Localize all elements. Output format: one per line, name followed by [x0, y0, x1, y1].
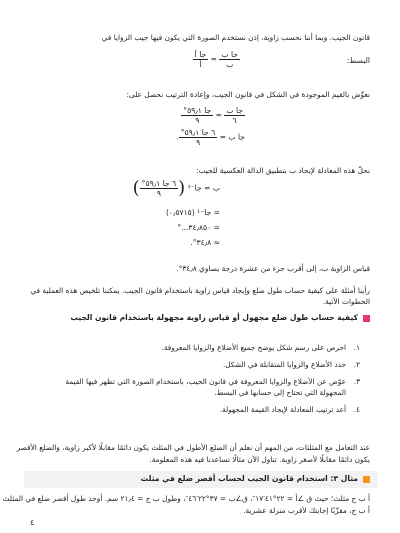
- eq3-tail: .: [176, 132, 179, 142]
- step-number: ٣.: [353, 377, 360, 386]
- eq4-fraction: [140, 179, 178, 198]
- step-number: ٤.: [353, 405, 360, 414]
- eq2-rhs-den: ٩: [195, 116, 200, 125]
- equation-6: = ٣٤٫٨٥٠...°: [177, 223, 220, 232]
- eq1-rhs-num: جا أ: [194, 50, 207, 59]
- eq2-lhs-fraction: [224, 106, 245, 125]
- eq2-equals: =: [213, 110, 222, 120]
- step-number: ١.: [353, 343, 360, 352]
- note-line-1: عند التعامل مع المثلثات، من المهم أن نعلم أن الضلع الأطول في المثلث يكون دائمًا مقابلًا لأكبر زاوية، والضلع الأقصر: [16, 443, 370, 452]
- substitute-line: نعوِّض بالقيم الموجودة في الشكل في قانون الجيب، وإعادة الترتيب نحصل على:: [126, 90, 370, 99]
- equation-3: [176, 128, 245, 147]
- eq1-lhs-den: ب: [226, 60, 234, 69]
- intro-line: قانون الجيب. وبما أننا نحسب زاوية، إذن نستخدم الصورة التي يكون فيها جيب الزوايا في: [101, 33, 370, 42]
- eq4-close-paren: ): [132, 177, 140, 199]
- step-text: حدد الأضلاع والزوايا المتقابلة في الشكل.: [222, 360, 346, 369]
- solve-line: نحلّ هذه المعادلة لإيجاد ب بتطبيق الدالة العكسية للجيب:: [196, 166, 370, 175]
- eq1-lhs-fraction: [219, 50, 240, 69]
- eq2-lhs-den: ٦: [232, 116, 237, 125]
- eq2-rhs-fraction: [181, 106, 213, 125]
- measure-line: قياس الزاوية ب، إلى أقرب جزء من عشرة درجة يساوي ٣٤٫٨°.: [176, 264, 370, 273]
- eq1-lhs-num: جا ب: [221, 50, 238, 59]
- eq2-lhs-num: جا ب: [226, 106, 243, 115]
- example-line-1: أ ب ج مثلث؛ حيث ق ∠أ = ٢٢°٤١′١٧″، ق∠ب = ٣٧°٢٢′٤٦″، وطول ب ج = ٢١٫٤ سم. أوجد طول أقصر ضلع في المثلث: [2, 494, 370, 503]
- heading-pink-marker: [363, 315, 370, 322]
- summary-line-2: الخطوات الآتية.: [322, 297, 370, 306]
- eq4-lhs: ب =: [204, 183, 220, 193]
- page-number: ٤: [30, 518, 35, 527]
- eq3-rhs-den: ٩: [195, 138, 201, 147]
- step-text: احرص على رسم شكل يوضح جميع الأضلاع والزوايا المعروفة.: [161, 343, 346, 352]
- equation-4: [133, 179, 220, 198]
- example-heading: مثال ٣: استخدام قانون الجيب لحساب أقصر ضلع في مثلث: [140, 474, 358, 483]
- step-item: [30, 359, 360, 370]
- eq1-equals: =: [208, 54, 217, 64]
- eq4-function: جا⁻¹: [187, 183, 202, 193]
- eq4-den: ٩: [156, 189, 161, 198]
- step-text: أعد ترتيب المعادلة لإيجاد القيمة المجهولة.: [219, 405, 346, 414]
- example-line-2: أ ب ج، مقرِّبًا إجابتك لأقرب منزلة عشرية.: [243, 506, 370, 515]
- step-item: [30, 342, 360, 353]
- equation-5: = جا⁻¹ (٠٫٥٧١٥): [165, 208, 220, 217]
- step-item: [30, 376, 360, 387]
- eq4-open-paren: (: [178, 177, 186, 199]
- simplify-label: البسط:: [346, 56, 370, 65]
- eq3-lhs: جا ب =: [219, 132, 245, 142]
- summary-line-1: رأينا أمثلة على كيفية حساب طول ضلع وإيجاد قياس زاوية باستخدام قانون الجيب. يمكننا تلخيص هذه العملية في: [30, 286, 370, 295]
- equation-1: [193, 50, 240, 69]
- eq4-num: ٦ جا ٥٩٫١°: [141, 179, 177, 188]
- equation-7: ≈ ٣٤٫٨°.: [190, 238, 220, 247]
- heading-orange-marker: [363, 476, 370, 483]
- note-line-2: يكون دائمًا مقابلًا لأصغر زاوية. تناول الآن مثالًا تساعدنا فيه هذه المعلومة.: [149, 455, 370, 464]
- step-number: ٢.: [353, 360, 360, 369]
- step-3-continuation: المجهولة التي تحتاج إلى حسابها في البسط.: [214, 388, 346, 397]
- eq3-rhs-num: ٦ جا ٥٩٫١°: [180, 128, 216, 137]
- eq1-rhs-fraction: [193, 50, 209, 69]
- step-text: عوّض عن الأضلاع والزوايا المعروفة في قانون الجيب، باستخدام الصورة التي تظهر فيها القيمة: [65, 377, 346, 386]
- equation-2: [181, 106, 245, 125]
- step-item: [30, 404, 360, 415]
- how-to-heading: كيفية حساب طول ضلع مجهول أو قياس زاوية مجهولة باستخدام قانون الجيب: [70, 313, 358, 322]
- eq1-rhs-den: أ: [199, 60, 202, 69]
- eq3-rhs-fraction: [179, 128, 217, 147]
- eq2-rhs-num: جا ٥٩٫١°: [183, 106, 212, 115]
